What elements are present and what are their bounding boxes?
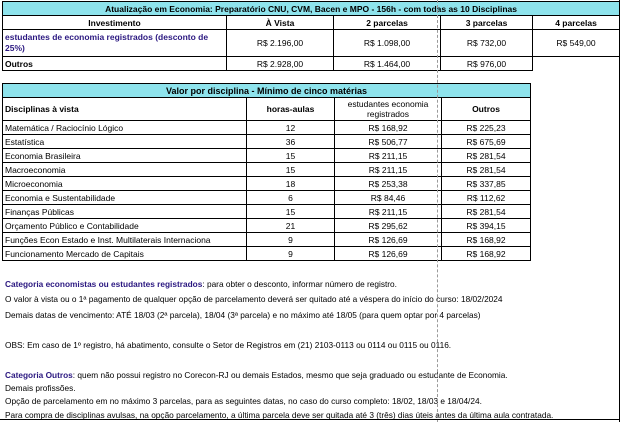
discipline-row bbox=[3, 233, 531, 247]
discipline-name: Economia e Sustentabilidade bbox=[3, 191, 247, 205]
discipline-row bbox=[3, 247, 531, 261]
discipline-students-price: R$ 211,15 bbox=[335, 149, 442, 163]
discipline-others-price: R$ 337,85 bbox=[442, 177, 531, 191]
discipline-students-price: R$ 211,15 bbox=[335, 163, 442, 177]
sheet-right-border bbox=[619, 0, 620, 422]
header-investimento: Investimento bbox=[3, 16, 227, 30]
header-3-parcelas: 3 parcelas bbox=[441, 16, 533, 30]
sheet-bottom-border bbox=[0, 419, 620, 420]
discipline-name: Funções Econ Estado e Inst. Multilaterais Internaciona bbox=[3, 233, 247, 247]
discipline-name: Estatística bbox=[3, 135, 247, 149]
discipline-others-price: R$ 675,69 bbox=[442, 135, 531, 149]
empty-cell bbox=[533, 57, 620, 71]
price-cell: R$ 732,00 bbox=[441, 30, 533, 57]
discipline-students-price: R$ 126,69 bbox=[335, 233, 442, 247]
discipline-row bbox=[3, 135, 531, 149]
price-cell: R$ 549,00 bbox=[533, 30, 620, 57]
discipline-hours: 9 bbox=[247, 247, 335, 261]
discipline-row bbox=[3, 149, 531, 163]
header-4-parcelas: 4 parcelas bbox=[533, 16, 620, 30]
discipline-students-price: R$ 253,38 bbox=[335, 177, 442, 191]
discipline-name: Finanças Públicas bbox=[3, 205, 247, 219]
discipline-hours: 36 bbox=[247, 135, 335, 149]
discipline-students-price: R$ 168,92 bbox=[335, 121, 442, 135]
note-payment-deadline: O valor à vista ou o 1ª pagamento de qualquer opção de parcelamento deverá ser quitado até a véspera do início do curso: 18/02/2024 bbox=[5, 294, 503, 305]
note-due-dates: Demais datas de vencimento: ATÉ 18/03 (2ª parcela), 18/04 (3ª parcela) e no máximo até 18/05 (para quem optar por 4 parcelas) bbox=[5, 309, 481, 320]
discipline-row bbox=[3, 121, 531, 135]
discipline-others-price: R$ 281,54 bbox=[442, 163, 531, 177]
price-cell: R$ 2.928,00 bbox=[227, 57, 334, 71]
discipline-others-price: R$ 112,62 bbox=[442, 191, 531, 205]
discipline-row bbox=[3, 191, 531, 205]
page-break-line bbox=[437, 0, 438, 422]
discipline-hours: 15 bbox=[247, 163, 335, 177]
note-category-others bbox=[5, 369, 553, 381]
notes-block bbox=[5, 278, 553, 421]
price-cell: R$ 976,00 bbox=[441, 57, 533, 71]
discipline-name: Microeconomia bbox=[3, 177, 247, 191]
discipline-others-price: R$ 168,92 bbox=[442, 233, 531, 247]
header-disciplinas: Disciplinas à vista bbox=[3, 98, 247, 121]
discipline-name: Matemática / Raciocínio Lógico bbox=[3, 121, 247, 135]
discipline-others-price: R$ 225,23 bbox=[442, 121, 531, 135]
discipline-students-price: R$ 84,46 bbox=[335, 191, 442, 205]
header-2-parcelas: 2 parcelas bbox=[334, 16, 441, 30]
discipline-hours: 15 bbox=[247, 205, 335, 219]
pricing-row-students bbox=[3, 30, 620, 57]
category-students-title: Categoria economistas ou estudantes registrados bbox=[5, 279, 203, 289]
note-category-students bbox=[5, 278, 553, 290]
discipline-students-price: R$ 126,69 bbox=[335, 247, 442, 261]
discipline-others-price: R$ 394,15 bbox=[442, 219, 531, 233]
row-label: estudantes de economia registrados (desconto de 25%) bbox=[3, 30, 227, 57]
header-outros: Outros bbox=[442, 98, 531, 121]
category-others-title: Categoria Outros bbox=[5, 369, 73, 380]
category-others-text: : quem não possui registro no Corecon-RJ ou demais Estados, mesmo que seja graduado ou estudante de Economia. bbox=[72, 369, 508, 380]
price-cell: R$ 1.464,00 bbox=[334, 57, 441, 71]
discipline-students-price: R$ 295,62 bbox=[335, 219, 442, 233]
discipline-hours: 9 bbox=[247, 233, 335, 247]
discipline-row bbox=[3, 177, 531, 191]
discipline-name: Orçamento Público e Contabilidade bbox=[3, 219, 247, 233]
header-a-vista: À Vista bbox=[227, 16, 334, 30]
header-estudantes: estudantes economia registrados bbox=[335, 98, 442, 121]
discipline-hours: 15 bbox=[247, 149, 335, 163]
note-other-professions: Demais profissões. bbox=[5, 383, 76, 394]
row-label: Outros bbox=[3, 57, 227, 71]
discipline-name: Macroeconomia bbox=[3, 163, 247, 177]
discipline-hours: 18 bbox=[247, 177, 335, 191]
discipline-name: Economia Brasileira bbox=[3, 149, 247, 163]
disciplines-table bbox=[2, 83, 531, 261]
price-cell: R$ 1.098,00 bbox=[334, 30, 441, 57]
discipline-others-price: R$ 281,54 bbox=[442, 149, 531, 163]
price-cell: R$ 2.196,00 bbox=[227, 30, 334, 57]
discipline-hours: 21 bbox=[247, 219, 335, 233]
pricing-title: Atualização em Economia: Preparatório CNU, CVM, Bacen e MPO - 156h - com todas as 10 Disciplinas bbox=[3, 2, 620, 16]
discipline-hours: 6 bbox=[247, 191, 335, 205]
discipline-students-price: R$ 211,15 bbox=[335, 205, 442, 219]
discipline-row bbox=[3, 219, 531, 233]
discipline-others-price: R$ 281,54 bbox=[442, 205, 531, 219]
pricing-row-others bbox=[3, 57, 620, 71]
header-horas: horas-aulas bbox=[247, 98, 335, 121]
discipline-students-price: R$ 506,77 bbox=[335, 135, 442, 149]
discipline-hours: 12 bbox=[247, 121, 335, 135]
discipline-name: Funcionamento Mercado de Capitais bbox=[3, 247, 247, 261]
discipline-row bbox=[3, 205, 531, 219]
discipline-row bbox=[3, 163, 531, 177]
note-obs: OBS: Em caso de 1º registro, há abatimento, consulte o Setor de Registros em (21) 2103-0113 ou 0114 ou 0115 ou 0116. bbox=[5, 340, 452, 351]
note-single-disciplines: Para compra de disciplinas avulsas, na opção parcelamento, a última parcela deve ser quitada até 3 (três) dias úteis antes da última aula contratada. bbox=[5, 409, 554, 420]
disciplines-title: Valor por disciplina - Mínimo de cinco matérias bbox=[3, 84, 531, 98]
note-installments: Opção de parcelamento em no máximo 3 parcelas, para as seguintes datas, no caso do curso completo: 18/02, 18/03 e 18/04/24. bbox=[5, 396, 482, 407]
pricing-table bbox=[2, 1, 620, 71]
category-students-text: : para obter o desconto, informar número de registro. bbox=[202, 279, 397, 289]
discipline-others-price: R$ 168,92 bbox=[442, 247, 531, 261]
